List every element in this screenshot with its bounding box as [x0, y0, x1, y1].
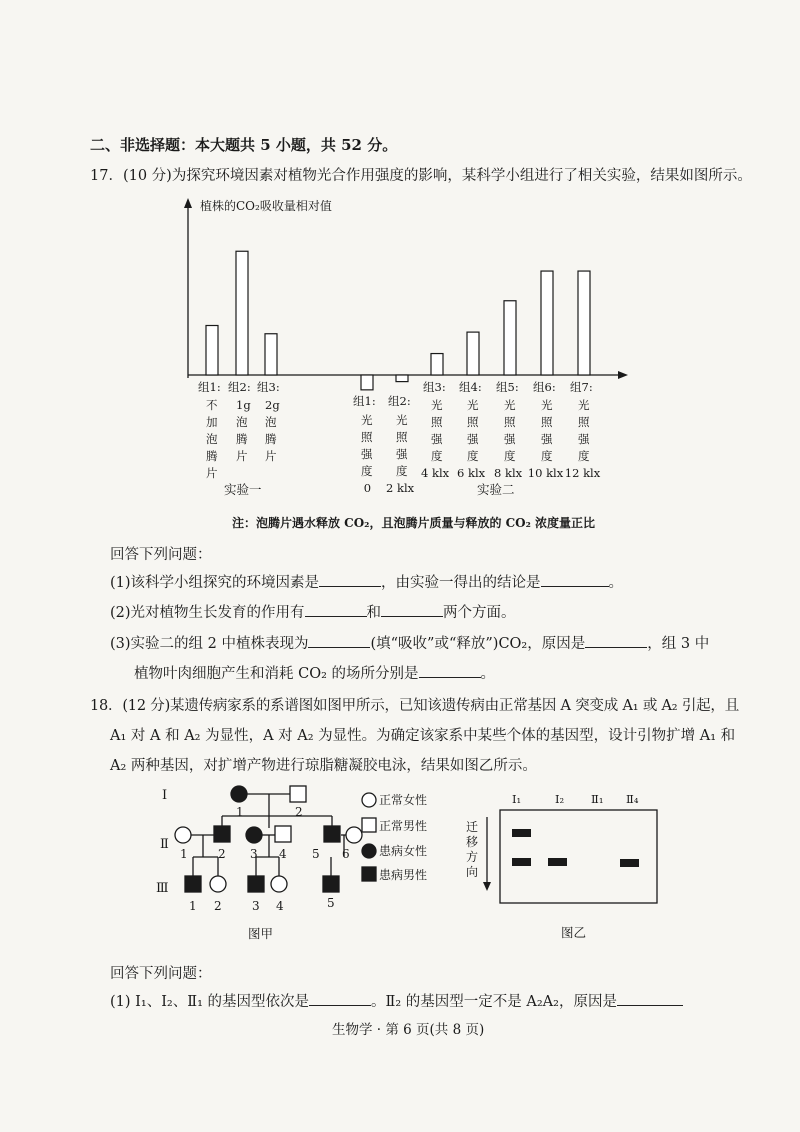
gel-band-I2-lower — [548, 858, 567, 866]
q17-sub3-text-c: ，组 3 中 — [647, 636, 710, 652]
detail-exp2-group2-line2: 照 — [396, 430, 408, 444]
gel-direction-char-2: 移 — [466, 835, 479, 849]
detail-exp2-group2-line4: 度 — [396, 464, 408, 478]
gel-direction-char-4: 向 — [466, 865, 479, 879]
num-II4: 4 — [279, 847, 287, 861]
q17-sub1-blank1[interactable] — [319, 572, 381, 587]
pedigree-II1-normal-female — [175, 827, 191, 843]
q17-sub2-text-c: 两个方面。 — [443, 605, 516, 621]
q17-sub2-blank2[interactable] — [381, 602, 443, 617]
legend-normal-male: 正常男性 — [379, 819, 428, 833]
legend-affected-male: 患病男性 — [379, 868, 428, 882]
q17-sub2-blank1[interactable] — [305, 602, 367, 617]
gel-lane-label-II4: Ⅱ₄ — [626, 792, 639, 806]
num-III5: 5 — [327, 896, 335, 910]
label-exp2-group6: 组6: — [533, 380, 556, 394]
detail-exp2-group6-line2: 照 — [541, 415, 553, 429]
legend-affected-female-symbol — [362, 844, 376, 858]
q17-sub2-text-b: 和 — [366, 605, 382, 621]
q18-sub1 — [110, 990, 683, 1011]
detail-exp1-group3-line4: 片 — [265, 449, 277, 463]
detail-exp1-group3-line3: 腾 — [265, 432, 277, 446]
detail-exp1-group1-line3: 泡 — [206, 432, 218, 446]
detail-exp2-group1-line3: 强 — [361, 447, 373, 461]
detail-exp2-group1-line4: 度 — [361, 464, 373, 478]
experiment-label-1: 实验一 — [224, 482, 262, 497]
detail-exp1-group3-line2: 泡 — [265, 415, 277, 429]
label-exp2-group5: 组5: — [496, 380, 519, 394]
label-exp1-group3: 组3: — [257, 380, 280, 394]
legend-affected-female: 患病女性 — [379, 844, 428, 858]
intensity-exp2-group6: 10 klx — [527, 466, 564, 480]
num-II2: 2 — [218, 847, 226, 861]
num-II5: 5 — [312, 847, 320, 861]
legend-normal-male-symbol — [362, 818, 376, 832]
bar-exp2-group4 — [467, 332, 479, 375]
num-III1: 1 — [189, 899, 197, 913]
label-exp2-group1: 组1: — [353, 394, 376, 408]
pedigree-I2-normal-male — [290, 786, 306, 802]
q18-line1: 18．(12 分)某遗传病家系的系谱图如图甲所示，已知该遗传病由正常基因 A 突变成 A₁ 或 A₂ 引起，且 — [90, 698, 740, 714]
num-II3: 3 — [250, 847, 258, 861]
detail-exp2-group5-line3: 强 — [504, 432, 516, 446]
detail-exp2-group1-line2: 照 — [361, 430, 373, 444]
label-exp2-group4: 组4: — [459, 380, 482, 394]
gel-electrophoresis — [460, 785, 670, 945]
detail-exp2-group5-line4: 度 — [504, 449, 516, 463]
q17-intro: 17．(10 分)为探究环境因素对植物光合作用强度的影响，某科学小组进行了相关实验，结果如图所示。 — [90, 168, 752, 184]
detail-exp2-group4-line3: 强 — [467, 432, 479, 446]
legend-affected-male-symbol — [362, 867, 376, 881]
q17-sub1 — [110, 571, 623, 592]
detail-exp1-group1-line4: 腾 — [206, 449, 218, 463]
detail-exp1-group2-line2: 泡 — [236, 415, 248, 429]
num-III2: 2 — [214, 899, 222, 913]
num-III3: 3 — [252, 899, 260, 913]
detail-exp2-group3-line4: 度 — [431, 449, 443, 463]
bar-exp2-group3 — [431, 354, 443, 375]
bar-exp2-group7 — [578, 271, 590, 375]
label-exp1-group2: 组2: — [228, 380, 251, 394]
chart-note: 注：泡腾片遇水释放 CO₂，且泡腾片质量与释放的 CO₂ 浓度量正比 — [232, 516, 596, 530]
q17-sub3-text-d: 植物叶肉细胞产生和消耗 CO₂ 的场所分别是 — [134, 666, 419, 682]
detail-exp2-group3-line1: 光 — [431, 398, 443, 412]
chart-x-axis-arrow — [618, 371, 628, 379]
gen-label-III: Ⅲ — [156, 881, 169, 896]
pedigree-III2-normal-female — [210, 876, 226, 892]
detail-exp2-group3-line2: 照 — [431, 415, 443, 429]
bar-exp1-group2 — [236, 251, 248, 375]
q18-sub1-text-a: (1) Ⅰ₁、Ⅰ₂、Ⅱ₁ 的基因型依次是 — [110, 994, 310, 1010]
gel-direction-char-3: 方 — [466, 850, 479, 864]
q17-sub3-text-e: 。 — [480, 666, 496, 682]
detail-exp2-group7-line2: 照 — [578, 415, 590, 429]
label-exp1-group1: 组1: — [198, 380, 221, 394]
detail-exp2-group7-line1: 光 — [578, 398, 590, 412]
pedigree-III1-affected-male — [185, 876, 201, 892]
detail-exp2-group4-line1: 光 — [467, 398, 479, 412]
q17-sub3-blank3[interactable] — [419, 663, 481, 678]
intensity-exp2-group4: 6 klx — [457, 466, 486, 480]
q17-sub3-blank2[interactable] — [585, 633, 647, 648]
q17-sub3-text-b: (填“吸收”或“释放”)CO₂，原因是 — [370, 636, 586, 652]
section-heading: 二、非选择题：本大题共 5 小题，共 52 分。 — [90, 136, 398, 154]
gel-lane-label-I2: Ⅰ₂ — [555, 792, 565, 806]
bar-exp1-group1 — [206, 326, 218, 376]
bar-exp2-group1 — [361, 375, 373, 390]
label-exp2-group7: 组7: — [570, 380, 593, 394]
pedigree-III5-affected-male — [323, 876, 339, 892]
detail-exp1-group2-line1: 1g — [236, 398, 251, 412]
detail-exp2-group4-line2: 照 — [467, 415, 479, 429]
pedigree-chart — [150, 780, 440, 945]
q18-answer-prompt: 回答下列问题： — [110, 966, 212, 982]
bar-exp1-group3 — [265, 334, 277, 375]
q18-sub1-blank2[interactable] — [617, 991, 683, 1006]
q18-line3: A₂ 两种基因，对扩增产物进行琼脂糖凝胶电泳，结果如图乙所示。 — [110, 758, 537, 774]
detail-exp2-group3-line3: 强 — [431, 432, 443, 446]
gel-direction-char-1: 迁 — [466, 820, 479, 834]
detail-exp1-group1-line5: 片 — [206, 466, 218, 480]
gel-lane-label-I1: Ⅰ₁ — [512, 792, 522, 806]
detail-exp2-group5-line1: 光 — [504, 398, 516, 412]
detail-exp2-group2-line1: 光 — [396, 413, 408, 427]
q17-sub2-text-a: (2)光对植物生长发育的作用有 — [110, 605, 305, 621]
legend-normal-female: 正常女性 — [379, 793, 428, 807]
num-III4: 4 — [276, 899, 284, 913]
q18-line2: A₁ 对 A 和 A₂ 为显性，A 对 A₂ 为显性。为确定该家系中某些个体的基因型，设计引物扩增 A₁ 和 — [110, 728, 736, 744]
gel-lane-label-II1: Ⅱ₁ — [591, 792, 604, 806]
q17-sub2 — [110, 601, 516, 622]
detail-exp1-group2-line4: 片 — [236, 449, 248, 463]
pedigree-II3-affected-female — [246, 827, 262, 843]
detail-exp2-group6-line4: 度 — [541, 449, 553, 463]
detail-exp1-group1-line1: 不 — [206, 398, 218, 412]
num-II1: 1 — [180, 847, 188, 861]
gel-caption: 图乙 — [561, 925, 587, 940]
chart-y-label: 植株的CO₂吸收量相对值 — [200, 199, 332, 213]
detail-exp2-group7-line4: 度 — [578, 449, 590, 463]
q17-sub1-blank2[interactable] — [541, 572, 609, 587]
q18-sub1-blank1[interactable] — [309, 991, 371, 1006]
q17-sub1-text-b: ，由实验一得出的结论是 — [381, 575, 541, 591]
legend-normal-female-symbol — [362, 793, 376, 807]
experiment-label-2: 实验二 — [477, 482, 515, 497]
pedigree-I1-affected-female — [231, 786, 247, 802]
page-footer: 生物学 · 第 6 页(共 8 页) — [332, 1022, 485, 1038]
detail-exp2-group6-line1: 光 — [541, 398, 553, 412]
bar-exp2-group6 — [541, 271, 553, 375]
num-I2: 2 — [295, 805, 303, 819]
intensity-exp2-group5: 8 klx — [494, 466, 523, 480]
bar-exp2-group2 — [396, 375, 408, 382]
detail-exp2-group6-line3: 强 — [541, 432, 553, 446]
gel-band-II4-lower — [620, 859, 639, 867]
pedigree-caption: 图甲 — [248, 926, 274, 941]
detail-exp1-group2-line3: 腾 — [236, 432, 248, 446]
co2-uptake-bar-chart — [150, 190, 650, 510]
detail-exp2-group7-line3: 强 — [578, 432, 590, 446]
label-exp2-group3: 组3: — [423, 380, 446, 394]
q18-sub1-text-b: 。Ⅱ₂ 的基因型一定不是 A₂A₂，原因是 — [371, 994, 617, 1010]
q17-sub1-text-c: 。 — [608, 575, 624, 591]
intensity-exp2-group7: 12 klx — [564, 466, 601, 480]
q17-sub3 — [110, 632, 709, 653]
intensity-exp2-group1: 0 — [363, 481, 372, 495]
gel-frame — [500, 810, 657, 903]
label-exp2-group2: 组2: — [388, 394, 411, 408]
gen-label-II: Ⅱ — [160, 837, 169, 852]
pedigree-II5-affected-male — [324, 826, 340, 842]
pedigree-II6-normal-female — [346, 827, 362, 843]
num-II6: 6 — [342, 847, 350, 861]
intensity-exp2-group3: 4 klx — [421, 466, 450, 480]
pedigree-III4-normal-female — [271, 876, 287, 892]
pedigree-III3-affected-male — [248, 876, 264, 892]
detail-exp1-group1-line2: 加 — [206, 415, 218, 429]
pedigree-II4-normal-male — [275, 826, 291, 842]
q17-sub3-blank1[interactable] — [308, 633, 370, 648]
intensity-exp2-group2: 2 klx — [386, 481, 415, 495]
gel-band-I1-lower — [512, 858, 531, 866]
q17-answer-prompt: 回答下列问题： — [110, 547, 212, 563]
gen-label-I: Ⅰ — [162, 788, 168, 803]
detail-exp2-group4-line4: 度 — [467, 449, 479, 463]
num-I1: 1 — [236, 805, 244, 819]
detail-exp2-group5-line2: 照 — [504, 415, 516, 429]
gel-band-I1-upper — [512, 829, 531, 837]
pedigree-II2-affected-male — [214, 826, 230, 842]
q17-sub3-cont — [134, 662, 495, 683]
gel-direction-arrow-head — [483, 882, 491, 891]
chart-y-axis-arrow — [184, 198, 192, 208]
detail-exp2-group1-line1: 光 — [361, 413, 373, 427]
q17-sub1-text-a: (1)该科学小组探究的环境因素是 — [110, 575, 320, 591]
bar-exp2-group5 — [504, 301, 516, 375]
q17-sub3-text-a: (3)实验二的组 2 中植株表现为 — [110, 636, 309, 652]
detail-exp1-group3-line1: 2g — [265, 398, 280, 412]
detail-exp2-group2-line3: 强 — [396, 447, 408, 461]
